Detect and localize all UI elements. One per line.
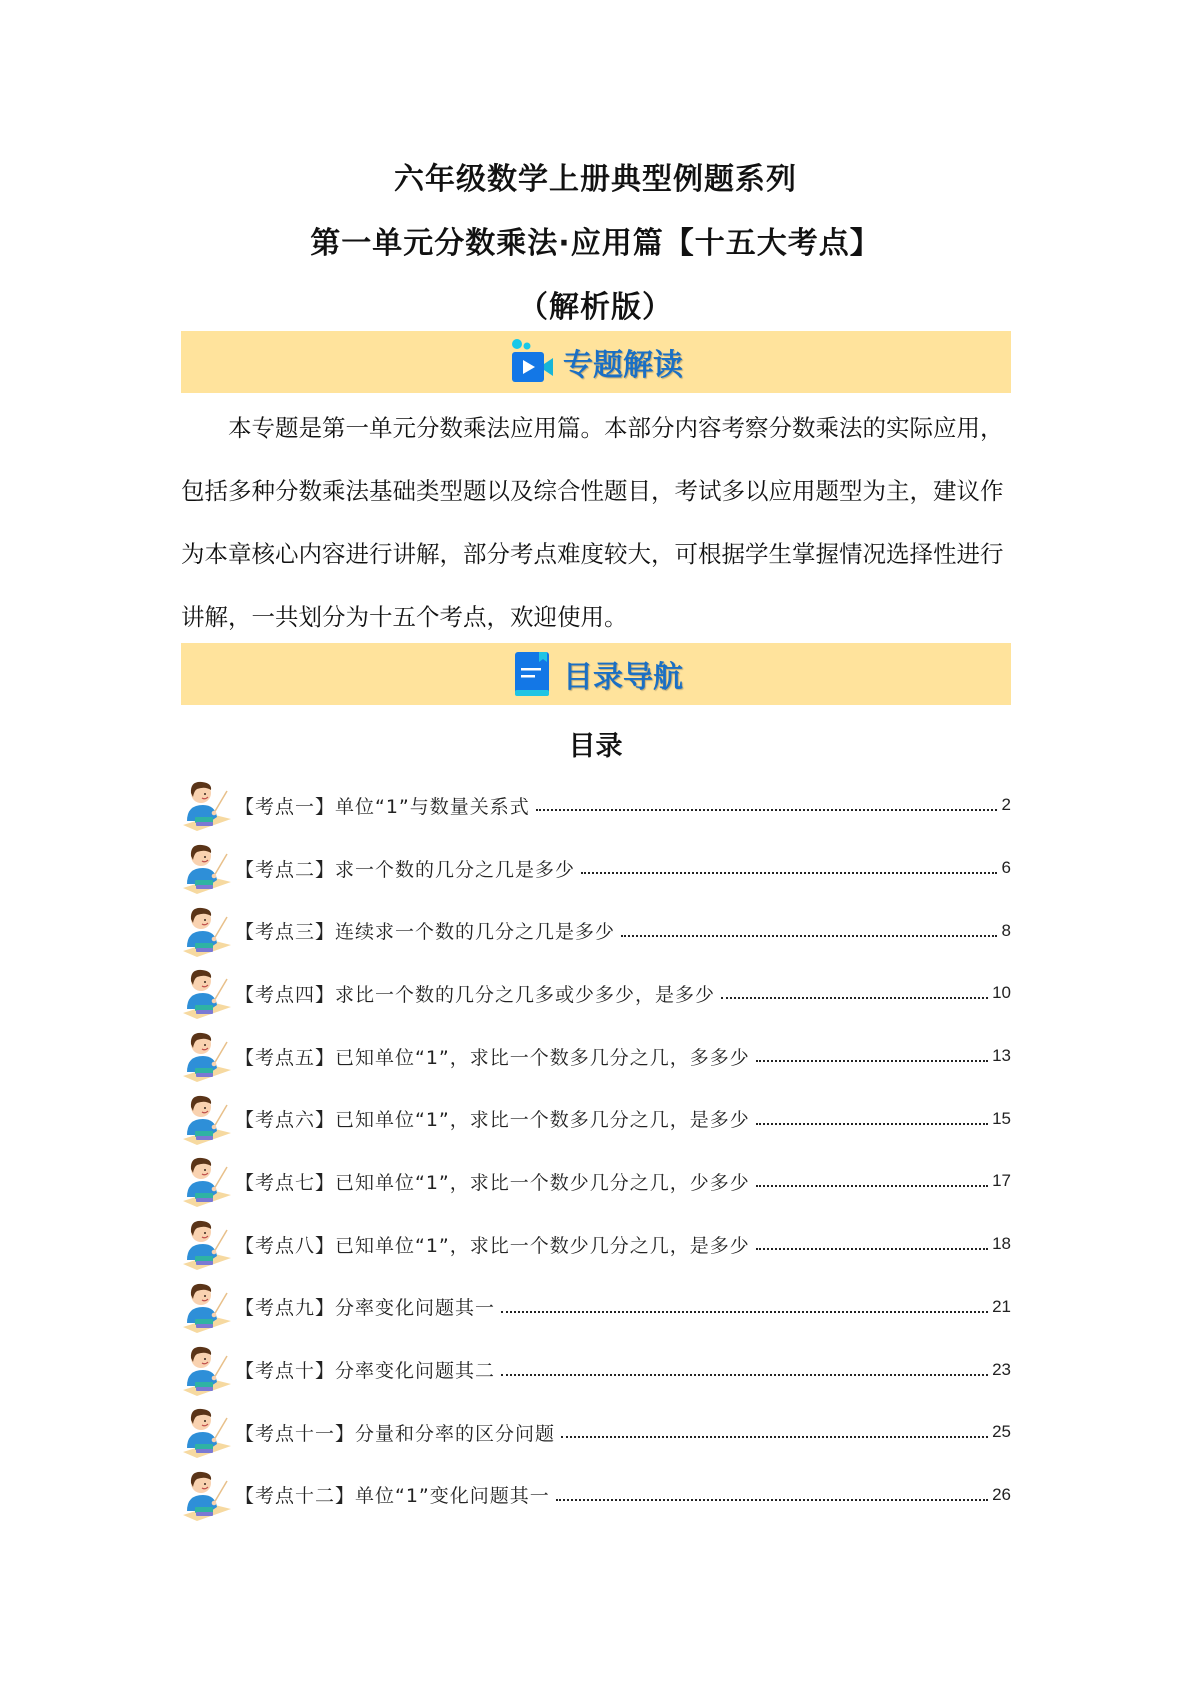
document-subtitle: 第一单元分数乘法·应用篇【十五大考点】 <box>310 226 881 261</box>
toc-item[interactable] <box>181 1338 1011 1401</box>
toc-item-label[interactable]: 【考点十二】单位“1”变化问题其一 <box>235 1485 550 1508</box>
teacher-avatar-icon <box>181 1279 233 1335</box>
toc-leader-dots <box>756 1185 988 1187</box>
toc-item-page[interactable]: 18 <box>992 1234 1011 1254</box>
toc-item-label[interactable]: 【考点四】求比一个数的几分之几多或少多少，是多少 <box>235 983 716 1006</box>
toc-item[interactable] <box>181 899 1011 962</box>
toc-item-page[interactable]: 10 <box>992 983 1011 1003</box>
toc-leader-dots <box>756 1248 988 1250</box>
teacher-avatar-icon <box>181 1404 233 1460</box>
toc-heading: 目录 <box>568 731 623 762</box>
toc-item-page[interactable]: 15 <box>992 1108 1011 1128</box>
intro-line: 包括多种分数乘法基础类型题以及综合性题目，考试多以应用题型为主，建议作 <box>181 477 1004 505</box>
teacher-avatar-icon <box>181 965 233 1021</box>
teacher-avatar-icon <box>181 903 233 959</box>
toc-leader-dots <box>756 1060 988 1062</box>
toc-item[interactable] <box>181 962 1011 1025</box>
toc-item-page[interactable]: 17 <box>992 1171 1011 1191</box>
teacher-avatar-icon <box>181 1091 233 1147</box>
toc-leader-dots <box>501 1311 988 1313</box>
toc-item-page[interactable]: 23 <box>992 1359 1011 1379</box>
toc-leader-dots <box>561 1436 988 1438</box>
toc-item[interactable] <box>181 1025 1011 1088</box>
section-banner-intro <box>181 331 1011 393</box>
toc-item[interactable] <box>181 1150 1011 1213</box>
section-banner-toc <box>181 643 1011 705</box>
video-camera-icon <box>509 338 559 386</box>
toc-leader-dots <box>556 1499 988 1501</box>
toc-item[interactable] <box>181 1213 1011 1276</box>
toc-item-page[interactable]: 8 <box>1001 920 1011 940</box>
toc-item[interactable] <box>181 1401 1011 1464</box>
teacher-avatar-icon <box>181 1028 233 1084</box>
toc-leader-dots <box>501 1374 988 1376</box>
teacher-avatar-icon <box>181 1467 233 1523</box>
section-banner-intro-label: 专题解读 <box>563 348 683 383</box>
intro-line: 本专题是第一单元分数乘法应用篇。本部分内容考察分数乘法的实际应用， <box>228 414 1004 442</box>
teacher-avatar-icon <box>181 1342 233 1398</box>
section-banner-toc-label: 目录导航 <box>563 660 683 695</box>
teacher-avatar-icon <box>181 840 233 896</box>
toc-leader-dots <box>536 809 997 811</box>
toc-item[interactable] <box>181 1464 1011 1527</box>
table-of-contents <box>181 774 1011 1526</box>
teacher-avatar-icon <box>181 777 233 833</box>
toc-item-label[interactable]: 【考点八】已知单位“1”，求比一个数少几分之几，是多少 <box>235 1234 750 1257</box>
teacher-avatar-icon <box>181 1216 233 1272</box>
toc-item-label[interactable]: 【考点五】已知单位“1”，求比一个数多几分之几，多多少 <box>235 1046 750 1069</box>
toc-leader-dots <box>581 872 997 874</box>
toc-item-page[interactable]: 21 <box>992 1296 1011 1316</box>
toc-leader-dots <box>756 1123 988 1125</box>
document-title: 六年级数学上册典型例题系列 <box>394 162 797 197</box>
book-icon <box>509 650 559 698</box>
toc-item-label[interactable]: 【考点一】单位“1”与数量关系式 <box>235 795 530 818</box>
toc-item-label[interactable]: 【考点七】已知单位“1”，求比一个数少几分之几，少多少 <box>235 1171 750 1194</box>
intro-line: 讲解，一共划分为十五个考点，欢迎使用。 <box>181 603 628 631</box>
document-edition: （解析版） <box>518 290 673 325</box>
toc-item-page[interactable]: 26 <box>992 1484 1011 1504</box>
toc-item-page[interactable]: 25 <box>992 1422 1011 1442</box>
toc-item-label[interactable]: 【考点二】求一个数的几分之几是多少 <box>235 858 576 881</box>
toc-item-page[interactable]: 6 <box>1001 858 1011 878</box>
toc-leader-dots <box>621 935 997 937</box>
toc-item-page[interactable]: 13 <box>992 1046 1011 1066</box>
toc-item[interactable] <box>181 774 1011 837</box>
toc-item-label[interactable]: 【考点九】分率变化问题其一 <box>235 1297 496 1320</box>
intro-paragraph <box>181 397 1011 649</box>
toc-item[interactable] <box>181 837 1011 900</box>
toc-leader-dots <box>721 997 988 999</box>
toc-item-label[interactable]: 【考点六】已知单位“1”，求比一个数多几分之几，是多少 <box>235 1109 750 1132</box>
toc-item-label[interactable]: 【考点三】连续求一个数的几分之几是多少 <box>235 921 616 944</box>
teacher-avatar-icon <box>181 1153 233 1209</box>
toc-item[interactable] <box>181 1276 1011 1339</box>
toc-item[interactable] <box>181 1087 1011 1150</box>
toc-item-label[interactable]: 【考点十一】分量和分率的区分问题 <box>235 1422 556 1445</box>
toc-item-label[interactable]: 【考点十】分率变化问题其二 <box>235 1360 496 1383</box>
toc-item-page[interactable]: 2 <box>1001 795 1011 815</box>
intro-line: 为本章核心内容进行讲解，部分考点难度较大，可根据学生掌握情况选择性进行 <box>181 540 1004 568</box>
